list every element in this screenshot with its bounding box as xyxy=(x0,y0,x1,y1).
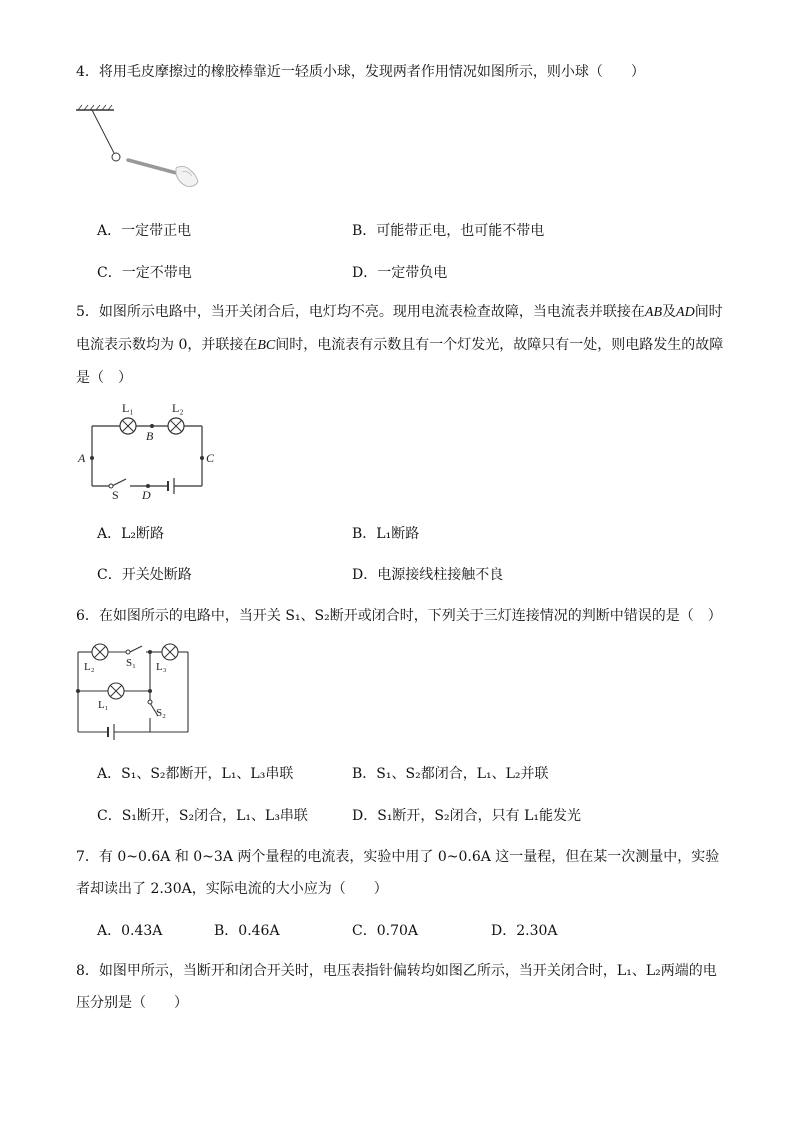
label-l3: L₃ xyxy=(156,661,167,673)
lamp-l1-icon xyxy=(108,683,124,699)
label-s2: S₂ xyxy=(156,707,166,719)
hand-icon xyxy=(176,166,198,186)
rubber-rod xyxy=(128,160,180,174)
label-s1: S₁ xyxy=(126,657,136,669)
question-6-stem: 6．在如图所示的电路中，当开关 S₁、S₂断开或闭合时，下列关于三灯连接情况的判断中错误的是（ ） xyxy=(76,608,722,624)
lamp-l3-icon xyxy=(162,644,178,660)
label-b: B xyxy=(146,429,154,443)
q4-option-a[interactable]: A．一定带正电 xyxy=(97,223,192,239)
question-8-stem: 8．如图甲所示，当断开和闭合开关时，电压表指针偏转均如图乙所示，当开关闭合时，L₁、L₂两端的电压分别是（ ） xyxy=(76,963,717,1011)
q6-option-a[interactable]: A．S₁、S₂都断开，L₁、L₃串联 xyxy=(97,766,294,782)
q6-option-d[interactable]: D．S₁断开，S₂闭合，只有 L₁能发光 xyxy=(352,808,581,824)
q4-option-b[interactable]: B．可能带正电，也可能不带电 xyxy=(352,223,545,239)
label-l2: L₂ xyxy=(84,661,95,673)
q7-option-c[interactable]: C．0.70A xyxy=(352,923,418,939)
label-l2: L₂ xyxy=(172,401,184,415)
segment-ab: AB xyxy=(644,305,663,320)
label-l1: L₁ xyxy=(98,699,109,711)
q7-option-a[interactable]: A．0.43A xyxy=(97,923,163,939)
q4-figure xyxy=(72,102,208,197)
segment-ad: AD xyxy=(676,305,695,320)
lamp-l2-icon xyxy=(168,418,184,434)
q6-option-c[interactable]: C．S₁断开，S₂闭合，L₁、L₃串联 xyxy=(97,808,308,824)
thread xyxy=(92,110,114,153)
ceiling-hatch xyxy=(76,105,114,110)
q4-option-c[interactable]: C．一定不带电 xyxy=(97,265,192,281)
label-a: A xyxy=(78,451,86,465)
label-c: C xyxy=(206,451,215,465)
segment-bc: BC xyxy=(257,338,276,353)
question-4-stem: 4．将用毛皮摩擦过的橡胶棒靠近一轻质小球，发现两者作用情况如图所示，则小球（ ） xyxy=(76,64,645,80)
q5-option-d[interactable]: D．电源接线柱接触不良 xyxy=(352,567,504,583)
q5-option-a[interactable]: A．L₂断路 xyxy=(97,526,165,542)
q7-option-b[interactable]: B．0.46A xyxy=(214,923,280,939)
question-7-stem: 7．有 0~0.6A 和 0~3A 两个量程的电流表，实验中用了 0~0.6A 这一量程，但在某一次测量中，实验者却读出了 2.30A，实际电流的大小应为（ ） xyxy=(76,849,720,897)
label-l1: L₁ xyxy=(122,401,134,415)
q4-option-d[interactable]: D．一定带负电 xyxy=(352,265,448,281)
question-5-stem: 5．如图所示电路中，当开关闭合后，电灯均不亮。现用电流表检查故障，当电流表并联接在AB及AD间时电流表示数均为 0，并联接在BC间时，电流表有示数且有一个灯发光，故障只有一处，则电路发生的故障是（ ） xyxy=(76,304,724,386)
ball xyxy=(112,153,120,161)
q5-option-b[interactable]: B．L₁断路 xyxy=(352,526,420,542)
q5-circuit-diagram xyxy=(74,398,224,504)
q6-option-b[interactable]: B．S₁、S₂都闭合，L₁、L₂并联 xyxy=(352,766,549,782)
lamp-l1-icon xyxy=(120,418,136,434)
q6-circuit-diagram xyxy=(72,642,198,742)
lamp-l2-icon xyxy=(92,644,108,660)
q7-option-d[interactable]: D．2.30A xyxy=(491,923,558,939)
label-d: D xyxy=(142,488,151,502)
q5-option-c[interactable]: C．开关处断路 xyxy=(97,567,192,583)
label-s: S xyxy=(112,488,119,502)
